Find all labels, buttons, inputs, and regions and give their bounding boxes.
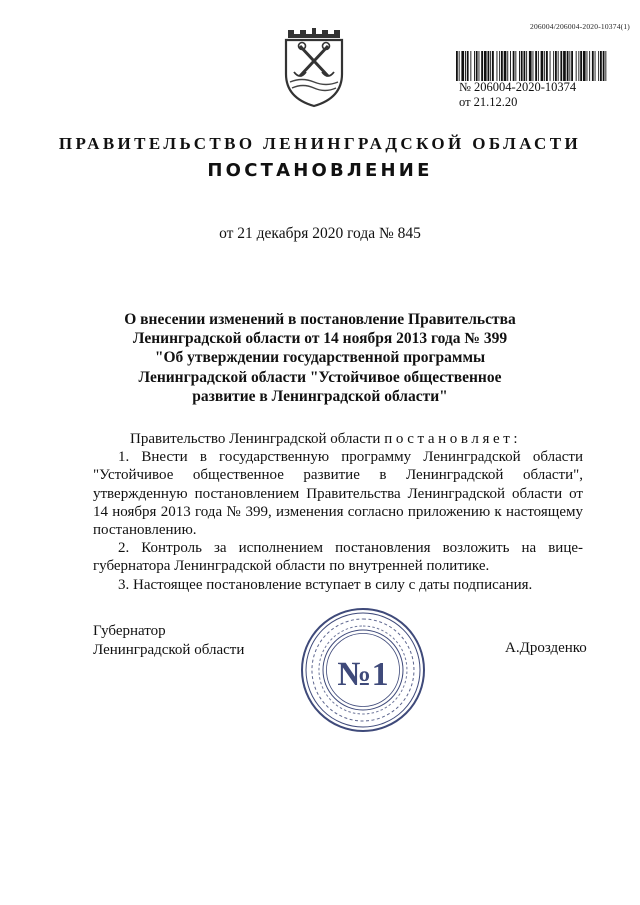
- registration-number: № 206004-2020-10374: [459, 80, 577, 94]
- preamble-verb: постановляет:: [384, 431, 522, 447]
- signatory-position-line: Губернатор: [93, 623, 166, 639]
- coat-of-arms-icon: [282, 24, 346, 108]
- preamble: [93, 430, 583, 448]
- subject-line: "Об утверждении государственной программы: [154, 349, 486, 367]
- subject-line: Ленинградской области "Устойчивое общественное: [138, 368, 502, 386]
- signatory-position-line: Ленинградской области: [93, 642, 245, 658]
- paragraph-item-2: 2. Контроль за исполнением постановления возложить на вице-губернатора Ленинградской области по внутренней политике.: [93, 540, 583, 575]
- registration-date: от 21.12.20: [459, 95, 518, 109]
- barcode-icon: [455, 50, 608, 82]
- subject-line: Ленинградской области от 14 ноября 2013 года № 399: [132, 330, 508, 348]
- government-title: ПРАВИТЕЛЬСТВО ЛЕНИНГРАДСКОЙ ОБЛАСТИ: [58, 134, 582, 153]
- subject-line: развитие в Ленинградской области": [192, 387, 448, 405]
- signatory-position: [93, 622, 244, 660]
- document-body: [93, 430, 583, 594]
- subject-line: О внесении изменений в постановление Правительства: [124, 311, 516, 328]
- document-date-number: от 21 декабря 2020 года № 845: [219, 225, 421, 242]
- signatory-name: А.Дрозденко: [505, 640, 587, 656]
- preamble-prefix: Правительство Ленинградской области: [130, 431, 381, 447]
- round-stamp-icon: [298, 605, 428, 735]
- document-type: ПОСТАНОВЛЕНИЕ: [207, 160, 433, 181]
- document-reference-code: 206004/206004-2020-10374(1): [530, 22, 630, 31]
- paragraph-item-1: 1. Внести в государственную программу Ленинградской области "Устойчивое общественное развитие в Ленинградской области", утвержденную постановлением Правительства Ленинградской области от 14 ноября 2013 года № 399, изменения согласно приложению к настоящему постановлению.: [93, 449, 583, 539]
- stamp-number: №1: [337, 656, 389, 693]
- paragraph-item-3: 3. Настоящее постановление вступает в силу с даты подписания.: [118, 576, 533, 593]
- document-subject: [120, 310, 520, 406]
